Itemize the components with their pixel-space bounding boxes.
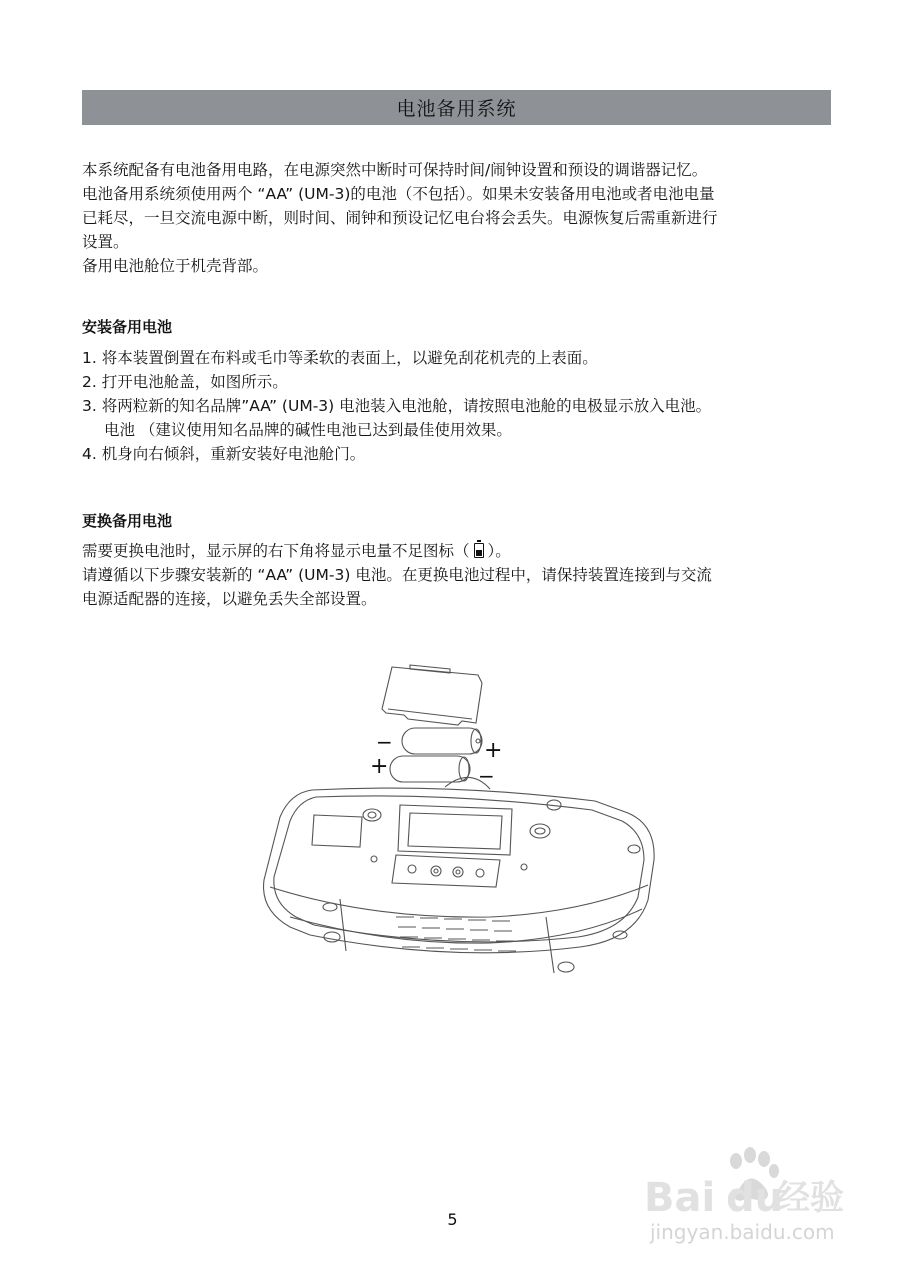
battery-2-drawing <box>390 756 470 782</box>
plus-label-2: + <box>370 754 389 779</box>
install-steps <box>82 346 711 466</box>
baidu-jingyan-watermark <box>640 1145 865 1245</box>
battery-1-drawing <box>402 728 482 754</box>
page-number: 5 <box>447 1210 458 1229</box>
intro-line-3: 已耗尽，一旦交流电源中断，则时间、闹钟和预设记忆电台将会丢失。电源恢复后需重新进行 <box>82 209 718 227</box>
intro-line-5: 备用电池舱位于机壳背部。 <box>82 257 269 275</box>
replace-heading: 更换备用电池 <box>82 512 173 530</box>
install-step-2: 2. 打开电池舱盖，如图所示。 <box>82 373 288 391</box>
minus-label-2: − <box>478 764 495 788</box>
install-step-4: 4. 机身向右倾斜，重新安装好电池舱门。 <box>82 445 366 463</box>
install-step-3: 3. 将两粒新的知名品牌”AA” (UM-3) 电池装入电池舱，请按照电池舱的电极显示放入电池。 <box>82 397 712 415</box>
battery-cover-drawing <box>382 665 482 725</box>
watermark-url: jingyan.baidu.com <box>650 1220 835 1244</box>
plus-label-1: + <box>484 738 503 763</box>
battery-installation-diagram <box>250 655 660 985</box>
minus-label-1: − <box>376 730 393 754</box>
install-step-3-cont: 电池 （建议使用知名品牌的碱性电池已达到最佳使用效果。 <box>104 421 512 439</box>
replace-line-1 <box>82 539 511 563</box>
install-heading: 安装备用电池 <box>82 318 173 336</box>
watermark-du: du <box>726 1175 784 1221</box>
device-back-drawing <box>264 777 655 973</box>
page-title: 电池备用系统 <box>396 98 517 120</box>
section-title-bar <box>82 90 831 125</box>
intro-line-4: 设置。 <box>82 233 129 251</box>
replace-line-1-end: ）。 <box>487 542 511 560</box>
intro-line-2: 电池备用系统须使用两个 “AA” (UM-3)的电池（不包括）。如果未安装备用电池或者电池电量 <box>82 185 715 203</box>
install-step-1: 1. 将本装置倒置在布料或毛巾等柔软的表面上，以避免刮花机壳的上表面。 <box>82 349 598 367</box>
intro-line-1: 本系统配备有电池备用电路，在电源突然中断时可保持时间/闹钟设置和预设的调谐器记忆。 <box>82 161 708 179</box>
replace-line-3: 电源适配器的连接，以避免丢失全部设置。 <box>82 590 377 608</box>
watermark-jingyan: 经验 <box>776 1178 844 1218</box>
replace-line-1-text: 需要更换电池时，显示屏的右下角将显示电量不足图标（ <box>82 542 470 560</box>
low-battery-icon <box>474 543 484 558</box>
replace-line-2: 请遵循以下步骤安装新的 “AA” (UM-3) 电池。在更换电池过程中，请保持装置连接到与交流 <box>82 566 712 584</box>
watermark-bai: Bai <box>644 1175 716 1221</box>
